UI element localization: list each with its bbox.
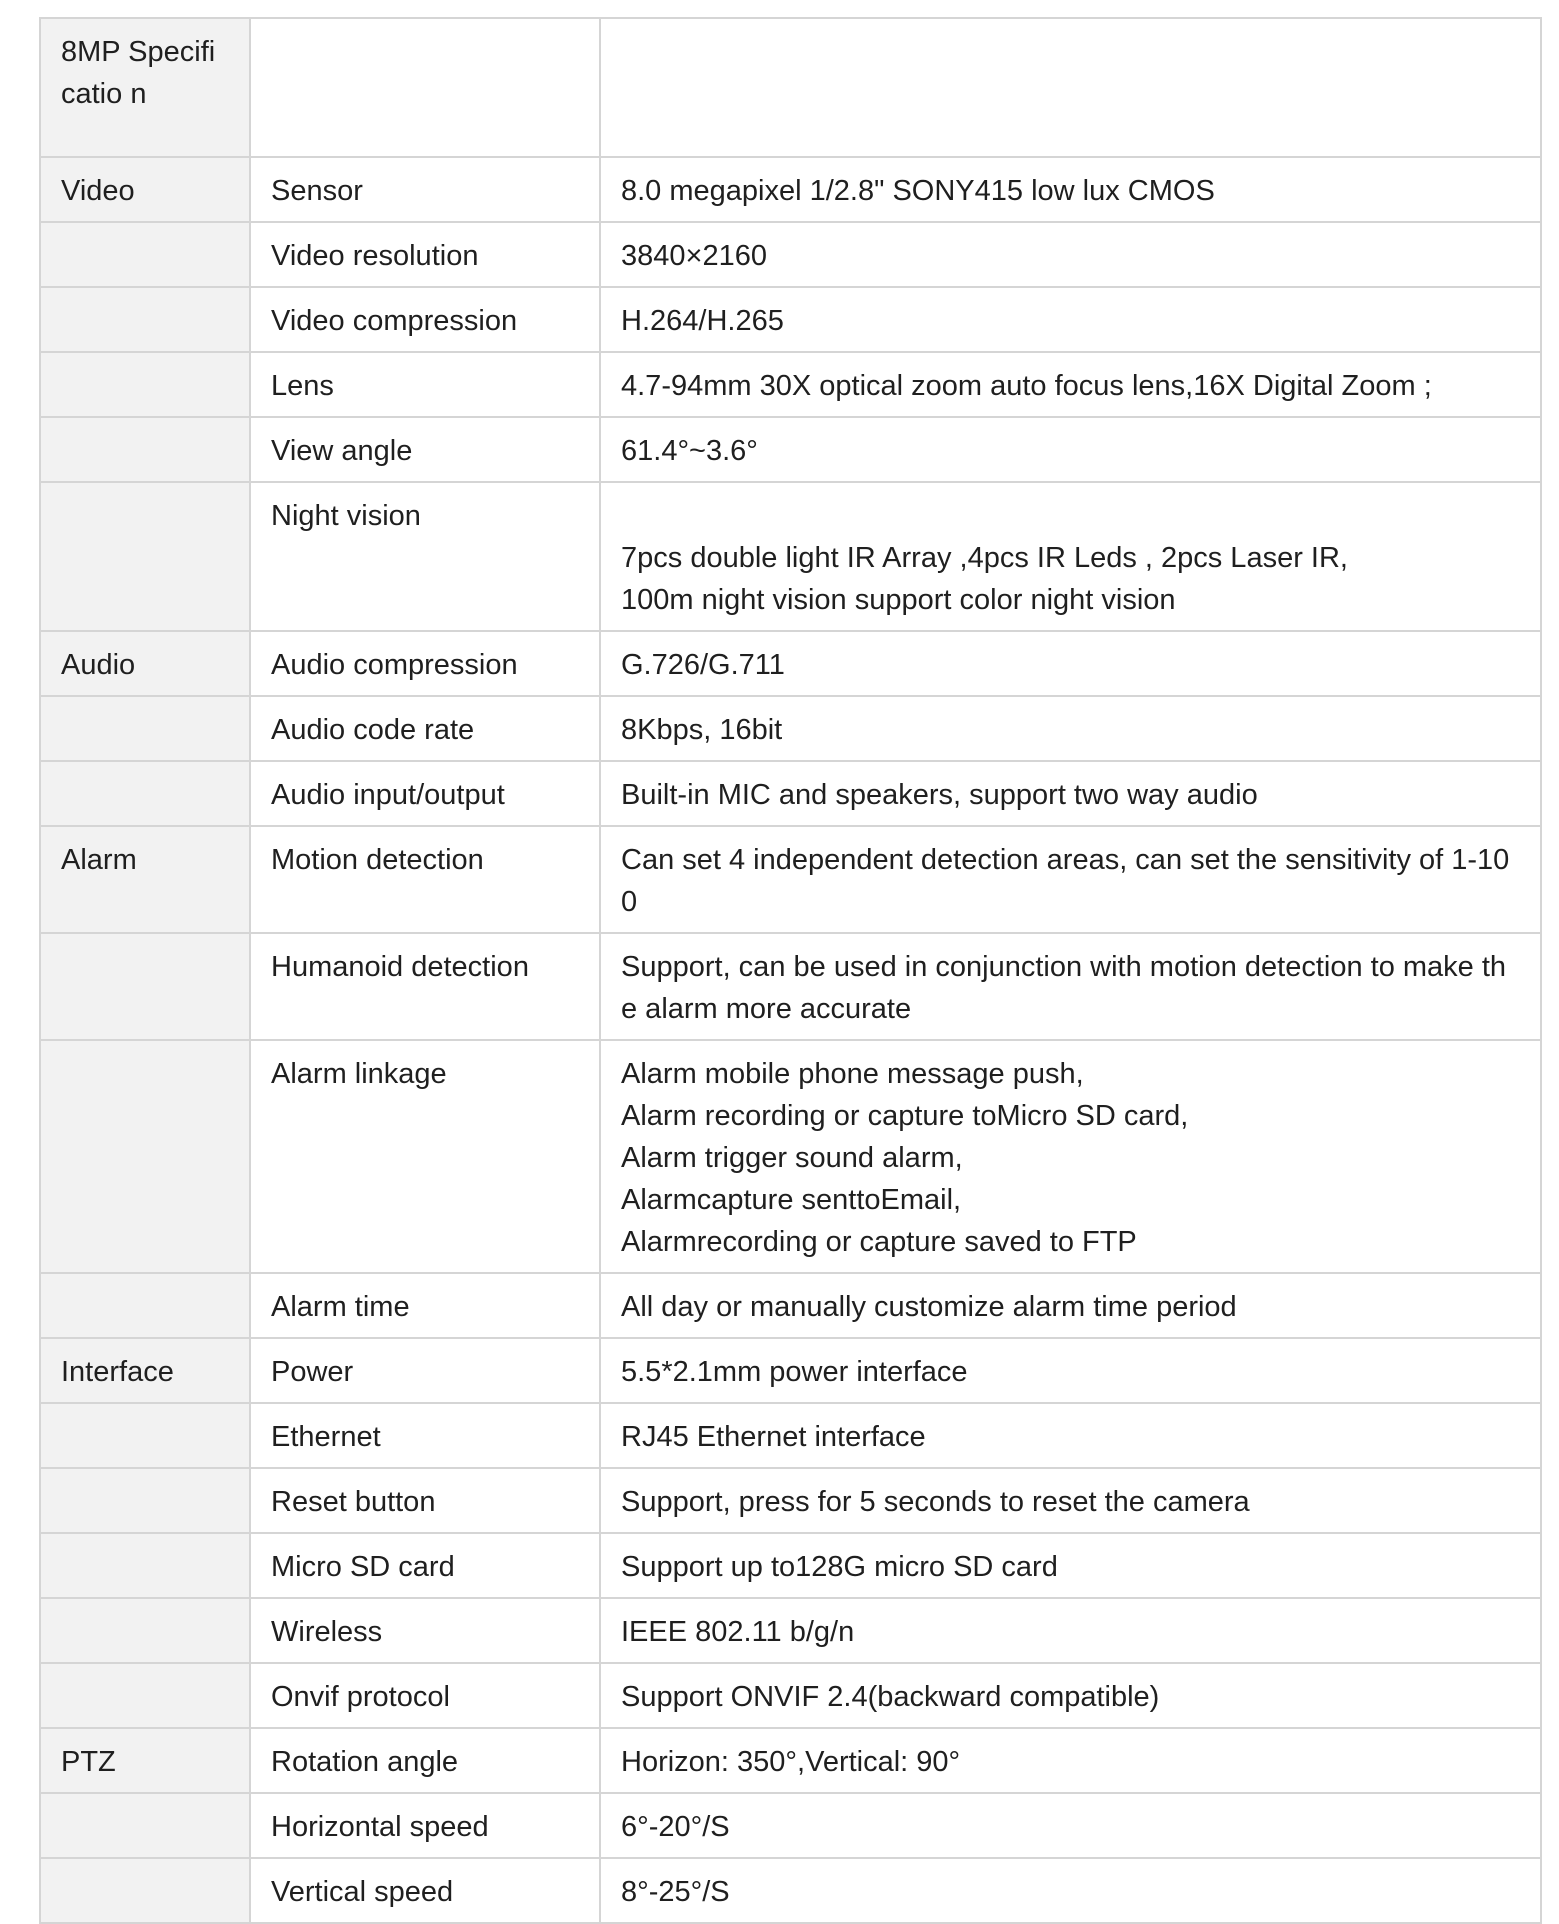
table-row	[40, 631, 1541, 696]
spec-label-cell: Onvif protocol	[250, 1663, 600, 1728]
table-row	[40, 287, 1541, 352]
spec-value-cell: Support, can be used in conjunction with motion detection to make the alarm more accurate	[600, 933, 1541, 1040]
table-row	[40, 1468, 1541, 1533]
spec-label-cell: Reset button	[250, 1468, 600, 1533]
category-cell	[40, 1793, 250, 1858]
spec-label-cell: Alarm linkage	[250, 1040, 600, 1273]
table-row	[40, 1728, 1541, 1793]
spec-value-cell: Support up to128G micro SD card	[600, 1533, 1541, 1598]
table-row	[40, 761, 1541, 826]
table-row	[40, 1338, 1541, 1403]
category-cell	[40, 1663, 250, 1728]
spec-label-cell: View angle	[250, 417, 600, 482]
category-cell	[40, 1403, 250, 1468]
spec-label-cell: Video resolution	[250, 222, 600, 287]
spec-label-cell: Wireless	[250, 1598, 600, 1663]
category-cell	[40, 1598, 250, 1663]
table-row	[40, 1858, 1541, 1923]
table-row	[40, 1663, 1541, 1728]
spec-value-cell: Can set 4 independent detection areas, can set the sensitivity of 1-100	[600, 826, 1541, 933]
table-row	[40, 157, 1541, 222]
spec-label-cell: Humanoid detection	[250, 933, 600, 1040]
spec-label-cell: Power	[250, 1338, 600, 1403]
category-cell: Audio	[40, 631, 250, 696]
category-cell	[40, 1273, 250, 1338]
category-cell	[40, 933, 250, 1040]
table-row	[40, 1533, 1541, 1598]
table-row	[40, 1273, 1541, 1338]
table-row	[40, 352, 1541, 417]
spec-value-cell: Horizon: 350°,Vertical: 90°	[600, 1728, 1541, 1793]
spec-value-cell: 8°-25°/S	[600, 1858, 1541, 1923]
spec-value-cell: 6°-20°/S	[600, 1793, 1541, 1858]
spec-value-cell: IEEE 802.11 b/g/n	[600, 1598, 1541, 1663]
table-row	[40, 482, 1541, 631]
category-cell	[40, 417, 250, 482]
spec-label-cell: Motion detection	[250, 826, 600, 933]
spec-value-cell: 8.0 megapixel 1/2.8" SONY415 low lux CMOS	[600, 157, 1541, 222]
spec-label-cell: Audio input/output	[250, 761, 600, 826]
spec-label-cell: Rotation angle	[250, 1728, 600, 1793]
category-cell: PTZ	[40, 1728, 250, 1793]
header-label-cell	[250, 18, 600, 157]
spec-label-cell: Audio code rate	[250, 696, 600, 761]
category-cell	[40, 696, 250, 761]
table-row	[40, 222, 1541, 287]
category-cell	[40, 1533, 250, 1598]
table-row	[40, 1793, 1541, 1858]
spec-value-cell: Built-in MIC and speakers, support two way audio	[600, 761, 1541, 826]
category-cell	[40, 287, 250, 352]
spec-label-cell: Night vision	[250, 482, 600, 631]
spec-value-cell: Support ONVIF 2.4(backward compatible)	[600, 1663, 1541, 1728]
category-cell	[40, 1858, 250, 1923]
spec-value-cell: All day or manually customize alarm time period	[600, 1273, 1541, 1338]
spec-label-cell: Lens	[250, 352, 600, 417]
spec-value-cell: G.726/G.711	[600, 631, 1541, 696]
category-cell	[40, 482, 250, 631]
spec-label-cell: Sensor	[250, 157, 600, 222]
table-row	[40, 417, 1541, 482]
spec-value-cell: Alarm mobile phone message push, Alarm recording or capture toMicro SD card, Alarm trigger sound alarm, Alarmcapture senttoEmail, Alarmrecording or capture saved to FTP	[600, 1040, 1541, 1273]
spec-label-cell: Audio compression	[250, 631, 600, 696]
category-cell: Interface	[40, 1338, 250, 1403]
spec-table	[39, 17, 1542, 1924]
spec-label-cell: Vertical speed	[250, 1858, 600, 1923]
spec-value-cell: 4.7-94mm 30X optical zoom auto focus lens,16X Digital Zoom ;	[600, 352, 1541, 417]
category-cell	[40, 1040, 250, 1273]
spec-value-cell: 8Kbps, 16bit	[600, 696, 1541, 761]
table-row	[40, 1403, 1541, 1468]
category-cell	[40, 352, 250, 417]
spec-value-cell: 61.4°~3.6°	[600, 417, 1541, 482]
spec-value-cell: Support, press for 5 seconds to reset the camera	[600, 1468, 1541, 1533]
category-cell	[40, 222, 250, 287]
table-row	[40, 1040, 1541, 1273]
spec-value-cell: 3840×2160	[600, 222, 1541, 287]
category-cell	[40, 1468, 250, 1533]
spec-value-cell: 7pcs double light IR Array ,4pcs IR Leds , 2pcs Laser IR, 100m night vision support color night vision	[600, 482, 1541, 631]
spec-value-cell: 5.5*2.1mm power interface	[600, 1338, 1541, 1403]
table-row	[40, 1598, 1541, 1663]
category-cell: Video	[40, 157, 250, 222]
spec-table-body	[40, 18, 1541, 1923]
table-row	[40, 696, 1541, 761]
table-row	[40, 933, 1541, 1040]
spec-label-cell: Alarm time	[250, 1273, 600, 1338]
category-cell	[40, 761, 250, 826]
spec-label-cell: Micro SD card	[250, 1533, 600, 1598]
spec-label-cell: Horizontal speed	[250, 1793, 600, 1858]
table-title-cell: 8MP Specificatio n	[40, 18, 250, 157]
table-header-row	[40, 18, 1541, 157]
spec-label-cell: Video compression	[250, 287, 600, 352]
spec-value-cell: RJ45 Ethernet interface	[600, 1403, 1541, 1468]
spec-value-cell: H.264/H.265	[600, 287, 1541, 352]
header-value-cell	[600, 18, 1541, 157]
category-cell: Alarm	[40, 826, 250, 933]
spec-label-cell: Ethernet	[250, 1403, 600, 1468]
table-row	[40, 826, 1541, 933]
